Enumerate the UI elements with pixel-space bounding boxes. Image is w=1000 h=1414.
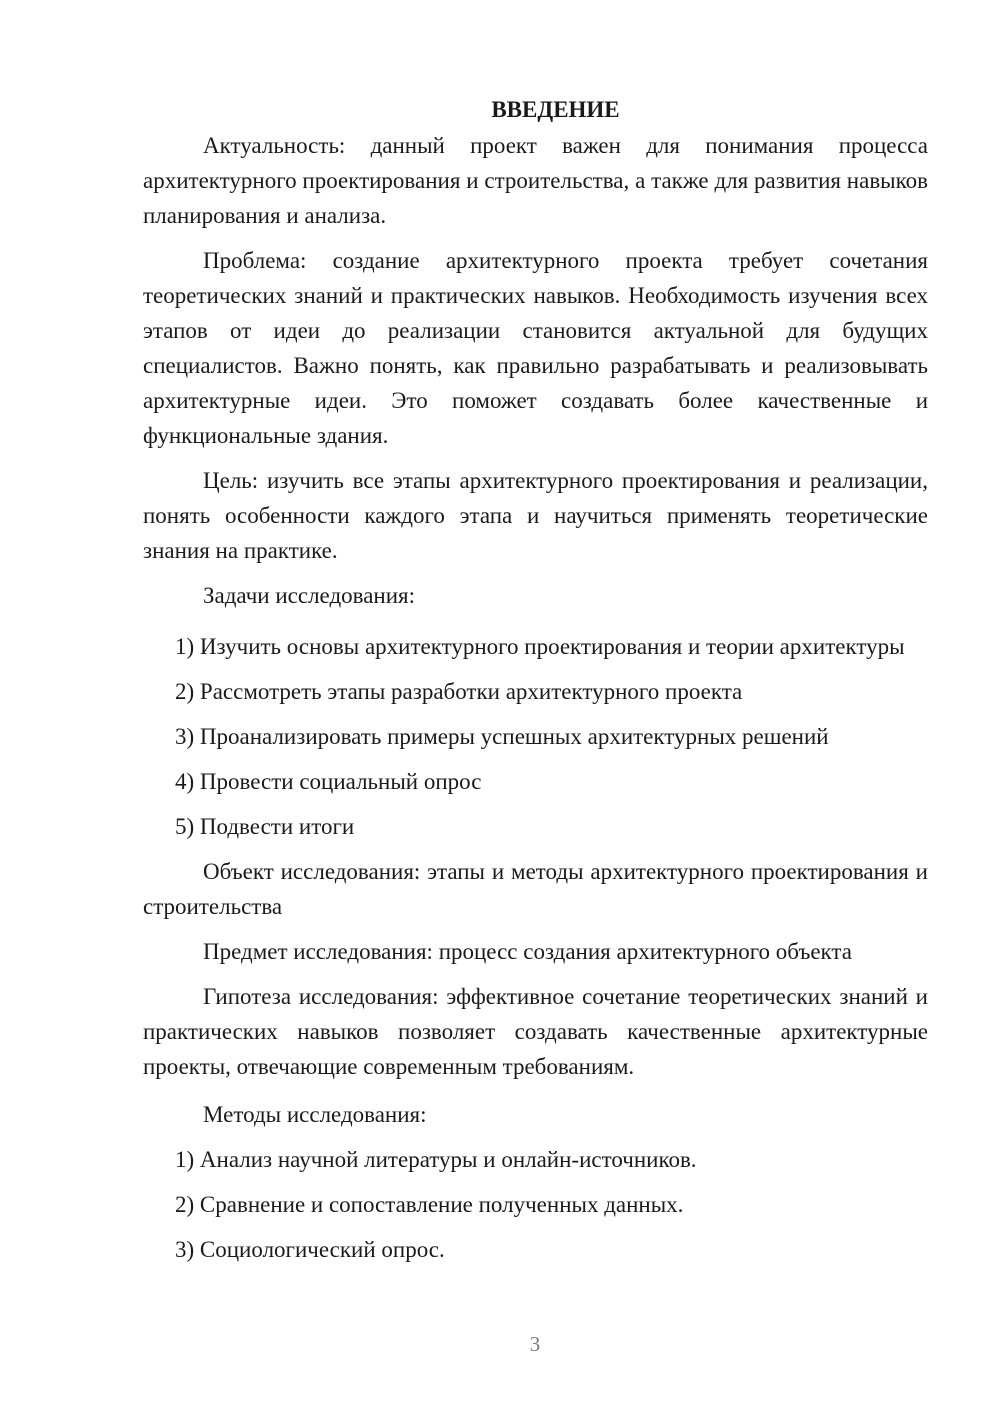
method-item-2: 2) Сравнение и сопоставление полученных данных. (175, 1192, 684, 1217)
methods-heading: Методы исследования: (203, 1102, 427, 1127)
task-item-3: 3) Проанализировать примеры успешных архитектурных решений (175, 724, 829, 749)
object-paragraph: Объект исследования: этапы и методы архитектурного проектирования и строительства (143, 859, 928, 919)
task-item-4: 4) Провести социальный опрос (175, 769, 482, 794)
document-body (143, 92, 928, 1267)
task-item-2: 2) Рассмотреть этапы разработки архитектурного проекта (175, 679, 743, 704)
page-number: 3 (529, 1332, 541, 1356)
method-item-3: 3) Социологический опрос. (175, 1237, 445, 1262)
task-item-5: 5) Подвести итоги (175, 814, 355, 839)
problem-paragraph: Проблема: создание архитектурного проекта требует сочетания теоретических знаний и практических навыков. Необходимость изучения всех этапов от идеи до реализации становится актуальной для будущих специалистов. Важно понять, как правильно разрабатывать и реализовывать архитектурные идеи. Это поможет создавать более качественные и функциональные здания. (143, 248, 928, 448)
tasks-heading: Задачи исследования: (203, 583, 416, 608)
subject-paragraph: Предмет исследования: процесс создания архитектурного объекта (203, 939, 852, 964)
relevance-paragraph: Актуальность: данный проект важен для понимания процесса архитектурного проектирования и строительства, а также для развития навыков планирования и анализа. (143, 133, 928, 228)
hypothesis-paragraph: Гипотеза исследования: эффективное сочетание теоретических знаний и практических навыков позволяет создавать качественные архитектурные проекты, отвечающие современным требованиям. (143, 984, 928, 1079)
goal-paragraph: Цель: изучить все этапы архитектурного проектирования и реализации, понять особенности каждого этапа и научиться применять теоретические знания на практике. (143, 468, 928, 563)
section-title: ВВЕДЕНИЕ (491, 97, 620, 122)
method-item-1: 1) Анализ научной литературы и онлайн-источников. (175, 1147, 697, 1172)
task-item-1: 1) Изучить основы архитектурного проектирования и теории архитектуры (175, 634, 905, 659)
